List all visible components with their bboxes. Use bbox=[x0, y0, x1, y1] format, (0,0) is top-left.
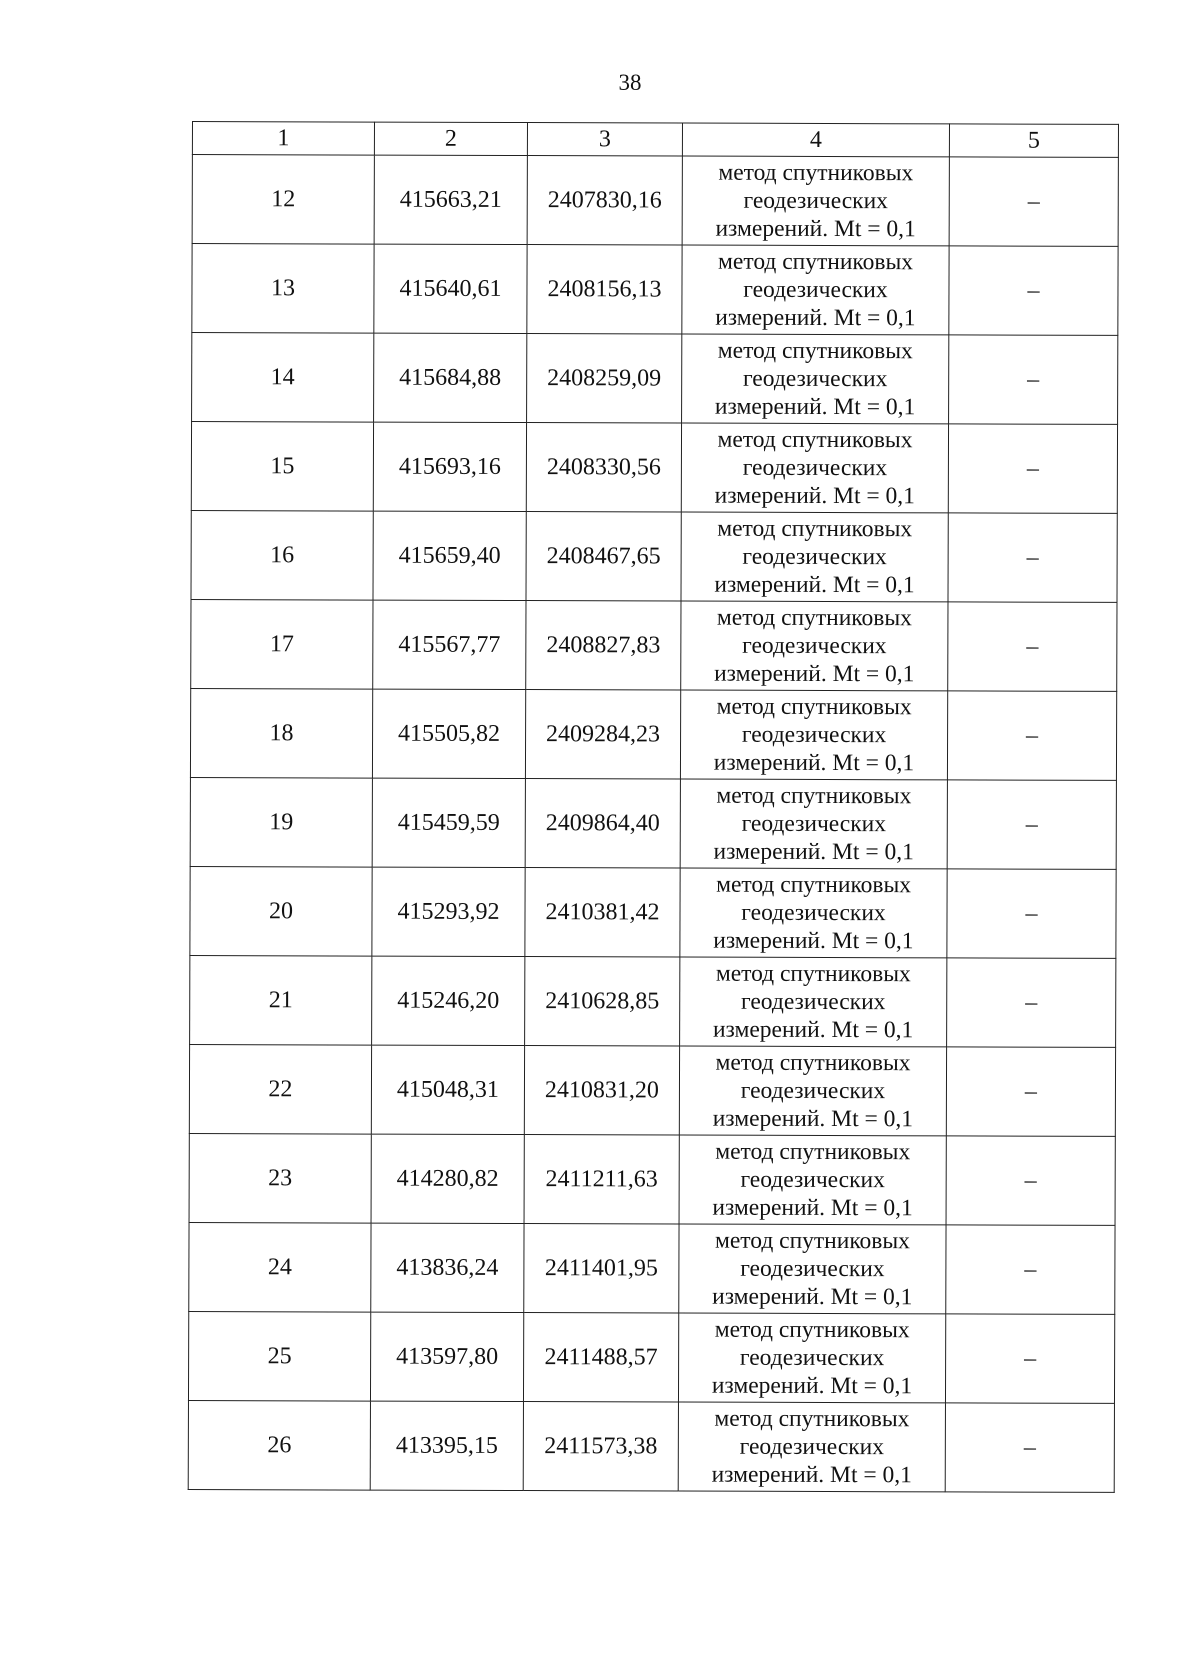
method-line: метод спутниковых bbox=[718, 248, 914, 276]
method-line: измерений. Mt = 0,1 bbox=[713, 749, 915, 777]
table-body bbox=[188, 155, 1118, 1493]
note-cell: – bbox=[947, 780, 1116, 870]
method-line: метод спутниковых bbox=[717, 515, 913, 543]
method-line: метод спутниковых bbox=[716, 693, 912, 721]
table-row bbox=[192, 244, 1118, 336]
x-coordinate-cell: 415684,88 bbox=[374, 333, 527, 422]
note-cell: – bbox=[948, 424, 1117, 514]
method-line: измерений. Mt = 0,1 bbox=[715, 215, 916, 243]
point-number-cell: 20 bbox=[190, 866, 372, 956]
table-row bbox=[190, 688, 1116, 780]
y-coordinate-cell: 2408827,83 bbox=[526, 601, 681, 690]
method-cell bbox=[681, 423, 948, 513]
method-cell bbox=[681, 512, 948, 602]
header-cell-5: 5 bbox=[949, 124, 1118, 158]
header-cell-2: 2 bbox=[374, 122, 527, 155]
table-header bbox=[192, 122, 1118, 158]
method-line: геодезических bbox=[739, 1433, 885, 1461]
method-line: измерений. Mt = 0,1 bbox=[711, 1372, 913, 1400]
header-cell-3: 3 bbox=[527, 123, 682, 156]
y-coordinate-cell: 2411211,63 bbox=[524, 1135, 679, 1224]
header-cell-1: 1 bbox=[192, 122, 374, 156]
page-number: 38 bbox=[618, 70, 642, 95]
x-coordinate-cell: 413597,80 bbox=[370, 1312, 523, 1401]
method-cell bbox=[680, 779, 947, 869]
point-number-cell: 13 bbox=[192, 244, 374, 334]
note-cell: – bbox=[947, 958, 1116, 1048]
note-cell: – bbox=[945, 1403, 1114, 1493]
method-line: геодезических bbox=[742, 543, 887, 571]
method-cell bbox=[678, 1402, 945, 1492]
table-row bbox=[190, 866, 1116, 958]
method-line: метод спутниковых bbox=[715, 1138, 911, 1166]
method-line: геодезических bbox=[740, 1166, 885, 1194]
x-coordinate-cell: 413395,15 bbox=[370, 1401, 523, 1490]
table-row bbox=[188, 1311, 1114, 1403]
table-row bbox=[192, 333, 1118, 425]
x-coordinate-cell: 414280,82 bbox=[371, 1134, 524, 1223]
method-line: геодезических bbox=[741, 810, 887, 838]
method-line: геодезических bbox=[739, 1344, 885, 1372]
table-row bbox=[191, 510, 1117, 602]
point-number-cell: 23 bbox=[189, 1133, 371, 1223]
note-cell: – bbox=[948, 513, 1117, 603]
method-line: геодезических bbox=[742, 365, 888, 393]
method-line: измерений. Mt = 0,1 bbox=[712, 1283, 913, 1311]
table-row bbox=[191, 599, 1117, 691]
x-coordinate-cell: 413836,24 bbox=[371, 1223, 524, 1312]
table-row bbox=[190, 777, 1116, 869]
point-number-cell: 26 bbox=[188, 1400, 370, 1490]
table-row bbox=[189, 1133, 1115, 1225]
method-line: метод спутниковых bbox=[716, 871, 912, 899]
note-cell: – bbox=[946, 1225, 1115, 1315]
table-row bbox=[191, 422, 1117, 514]
x-coordinate-cell: 415693,16 bbox=[373, 422, 526, 511]
method-line: метод спутниковых bbox=[715, 1049, 911, 1077]
method-line: измерений. Mt = 0,1 bbox=[714, 393, 916, 421]
point-number-cell: 24 bbox=[189, 1222, 371, 1312]
point-number-cell: 12 bbox=[192, 155, 374, 245]
method-line: измерений. Mt = 0,1 bbox=[714, 660, 915, 688]
table-row bbox=[192, 155, 1118, 247]
method-cell bbox=[679, 1135, 946, 1225]
method-line: геодезических bbox=[743, 276, 888, 304]
x-coordinate-cell: 415659,40 bbox=[373, 511, 526, 600]
method-line: геодезических bbox=[742, 632, 887, 660]
table-row bbox=[188, 1400, 1114, 1492]
method-line: метод спутниковых bbox=[717, 337, 913, 365]
method-cell bbox=[682, 156, 949, 246]
note-cell: – bbox=[949, 157, 1118, 247]
y-coordinate-cell: 2411488,57 bbox=[523, 1313, 678, 1402]
x-coordinate-cell: 415293,92 bbox=[372, 867, 525, 956]
method-line: измерений. Mt = 0,1 bbox=[714, 482, 916, 510]
header-cell-4: 4 bbox=[682, 123, 949, 157]
method-line: геодезических bbox=[742, 454, 888, 482]
method-line: метод спутниковых bbox=[716, 782, 912, 810]
method-line: метод спутниковых bbox=[718, 159, 914, 187]
method-line: метод спутниковых bbox=[714, 1405, 910, 1433]
note-cell: – bbox=[949, 335, 1118, 425]
y-coordinate-cell: 2411401,95 bbox=[524, 1224, 679, 1313]
method-line: измерений. Mt = 0,1 bbox=[713, 838, 914, 866]
y-coordinate-cell: 2408467,65 bbox=[526, 512, 681, 601]
method-line: измерений. Mt = 0,1 bbox=[713, 927, 914, 955]
method-line: измерений. Mt = 0,1 bbox=[712, 1016, 914, 1044]
note-cell: – bbox=[949, 246, 1118, 336]
y-coordinate-cell: 2410628,85 bbox=[525, 957, 680, 1046]
table-row bbox=[189, 1222, 1115, 1314]
method-cell bbox=[680, 957, 947, 1047]
x-coordinate-cell: 415246,20 bbox=[372, 956, 525, 1045]
note-cell: – bbox=[947, 869, 1116, 959]
y-coordinate-cell: 2410831,20 bbox=[524, 1046, 679, 1135]
y-coordinate-cell: 2407830,16 bbox=[527, 156, 682, 245]
x-coordinate-cell: 415459,59 bbox=[372, 778, 525, 867]
table-row bbox=[190, 955, 1116, 1047]
table-row bbox=[189, 1044, 1115, 1136]
method-cell bbox=[680, 690, 947, 780]
method-line: геодезических bbox=[741, 721, 887, 749]
method-line: геодезических bbox=[740, 1077, 886, 1105]
x-coordinate-cell: 415640,61 bbox=[374, 244, 527, 333]
coordinates-table bbox=[188, 121, 1119, 1493]
point-number-cell: 21 bbox=[190, 955, 372, 1045]
method-line: метод спутниковых bbox=[717, 426, 913, 454]
point-number-cell: 25 bbox=[188, 1311, 370, 1401]
y-coordinate-cell: 2408259,09 bbox=[527, 334, 682, 423]
method-cell bbox=[679, 1224, 946, 1314]
method-cell bbox=[678, 1313, 945, 1403]
y-coordinate-cell: 2410381,42 bbox=[525, 868, 680, 957]
x-coordinate-cell: 415048,31 bbox=[371, 1045, 524, 1134]
point-number-cell: 18 bbox=[190, 688, 372, 778]
y-coordinate-cell: 2409864,40 bbox=[525, 779, 680, 868]
method-cell bbox=[682, 334, 949, 424]
note-cell: – bbox=[946, 1047, 1115, 1137]
x-coordinate-cell: 415663,21 bbox=[374, 155, 527, 244]
method-line: геодезических bbox=[741, 988, 886, 1016]
note-cell: – bbox=[948, 602, 1117, 692]
method-line: метод спутниковых bbox=[714, 1227, 911, 1255]
y-coordinate-cell: 2409284,23 bbox=[525, 690, 680, 779]
method-line: метод спутниковых bbox=[716, 604, 912, 632]
point-number-cell: 15 bbox=[191, 422, 373, 512]
method-cell bbox=[679, 1046, 946, 1136]
method-line: измерений. Mt = 0,1 bbox=[714, 571, 915, 599]
point-number-cell: 14 bbox=[192, 333, 374, 423]
method-line: геодезических bbox=[741, 899, 886, 927]
point-number-cell: 17 bbox=[191, 599, 373, 689]
y-coordinate-cell: 2408330,56 bbox=[526, 423, 681, 512]
y-coordinate-cell: 2408156,13 bbox=[527, 245, 682, 334]
method-cell bbox=[682, 245, 949, 335]
y-coordinate-cell: 2411573,38 bbox=[523, 1402, 678, 1491]
note-cell: – bbox=[947, 691, 1116, 781]
method-line: измерений. Mt = 0,1 bbox=[712, 1105, 914, 1133]
method-line: геодезических bbox=[740, 1255, 885, 1283]
header-row bbox=[192, 122, 1118, 158]
x-coordinate-cell: 415567,77 bbox=[373, 600, 526, 689]
point-number-cell: 19 bbox=[190, 777, 372, 867]
note-cell: – bbox=[945, 1314, 1114, 1404]
method-line: метод спутниковых bbox=[714, 1316, 910, 1344]
method-line: измерений. Mt = 0,1 bbox=[711, 1461, 912, 1489]
point-number-cell: 16 bbox=[191, 510, 373, 600]
point-number-cell: 22 bbox=[189, 1044, 371, 1134]
method-line: измерений. Mt = 0,1 bbox=[712, 1194, 913, 1222]
method-cell bbox=[681, 601, 948, 691]
method-line: геодезических bbox=[743, 187, 888, 215]
method-line: метод спутниковых bbox=[715, 960, 911, 988]
note-cell: – bbox=[946, 1136, 1115, 1226]
x-coordinate-cell: 415505,82 bbox=[372, 689, 525, 778]
method-cell bbox=[680, 868, 947, 958]
method-line: измерений. Mt = 0,1 bbox=[715, 304, 916, 332]
